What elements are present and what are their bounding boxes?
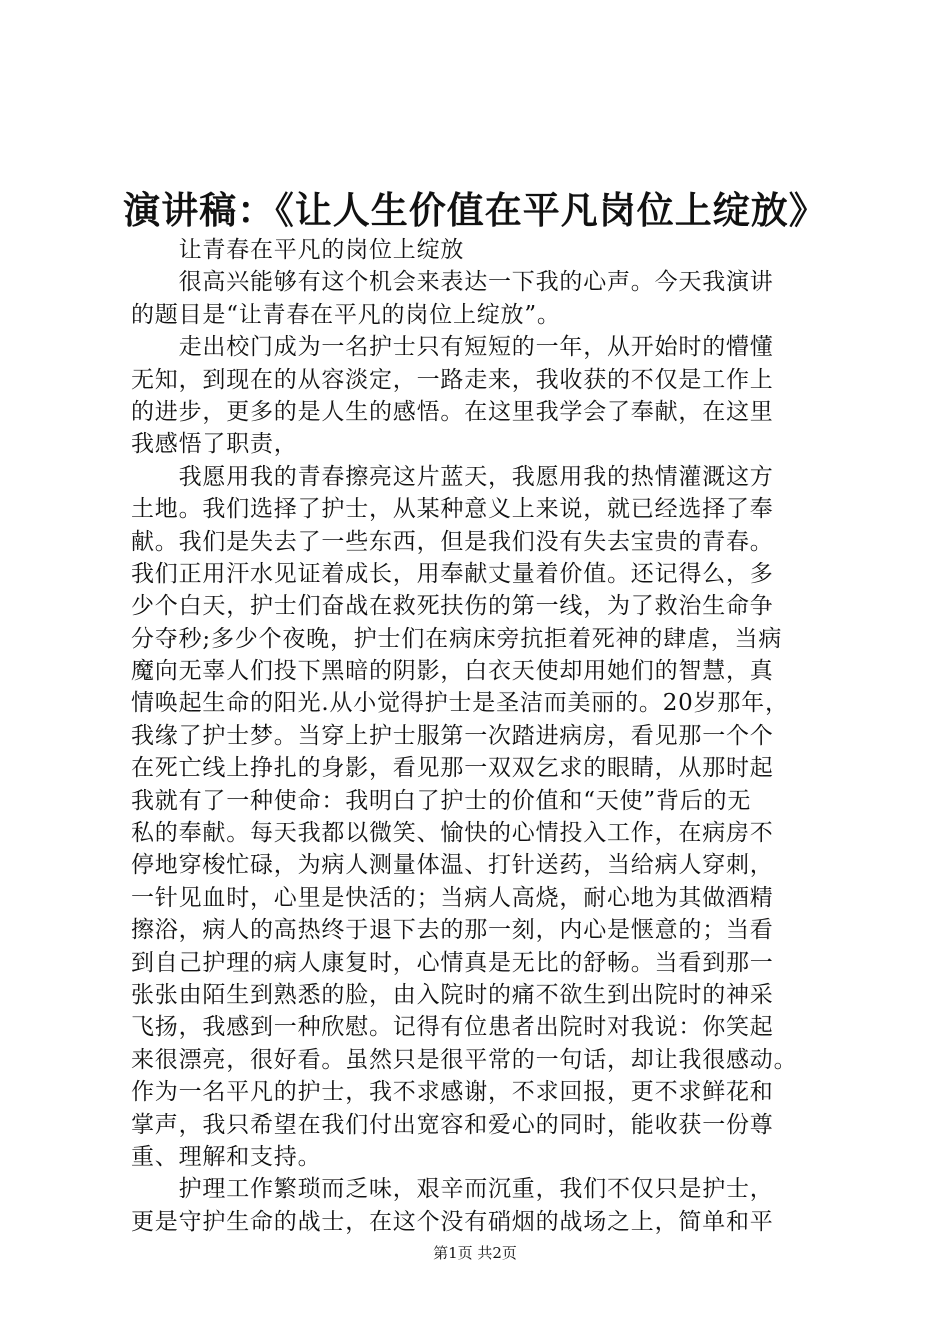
text-line: 更是守护生命的战士，在这个没有硝烟的战场之上，简单和平 (131, 1208, 774, 1235)
text-line: 来很漂亮，很好看。虽然只是很平常的一句话，却让我很感动。 (131, 1046, 798, 1073)
text-line: 我就有了一种使命：我明白了护士的价值和“天使”背后的无 (131, 787, 752, 814)
text-line: 让青春在平凡的岗位上绽放 (131, 237, 465, 263)
text-line: 重、理解和支持。 (131, 1143, 322, 1170)
text-line: 献。我们是失去了一些东西，但是我们没有失去宝贵的青春。 (131, 528, 774, 555)
text-line: 作为一名平凡的护士，我不求感谢，不求回报，更不求鲜花和 (131, 1079, 774, 1106)
text-line: 停地穿梭忙碌，为病人测量体温、打针送药，当给病人穿刺， (131, 852, 774, 879)
text-line: 我缘了护士梦。当穿上护士服第一次踏进病房，看见那一个个 (131, 722, 774, 749)
text-line: 私的奉献。每天我都以微笑、愉快的心情投入工作，在病房不 (131, 820, 774, 847)
text-line: 很高兴能够有这个机会来表达一下我的心声。今天我演讲 (131, 269, 774, 296)
text-line: 无知，到现在的从容淡定，一路走来，我收获的不仅是工作上 (131, 366, 774, 393)
text-line: 情唤起生命的阳光.从小觉得护士是圣洁而美丽的。20岁那年， (131, 690, 789, 717)
text-line: 我感悟了职责， (131, 431, 298, 458)
text-line: 魔向无辜人们投下黑暗的阴影，白衣天使却用她们的智慧，真 (131, 658, 774, 685)
page-footer: 第1页 共2页 (433, 1244, 517, 1262)
text-line: 飞扬，我感到一种欣慰。记得有位患者出院时对我说：你笑起 (131, 1014, 774, 1041)
document-body (131, 234, 831, 1238)
text-line: 的进步，更多的是人生的感悟。在这里我学会了奉献，在这里 (131, 398, 774, 425)
text-line: 在死亡线上挣扎的身影，看见那一双双乞求的眼睛，从那时起 (131, 755, 774, 782)
text-line: 土地。我们选择了护士，从某种意义上来说，就已经选择了奉 (131, 496, 774, 523)
text-line: 走出校门成为一名护士只有短短的一年，从开始时的懵懂 (131, 334, 774, 361)
text-line: 到自己护理的病人康复时，心情真是无比的舒畅。当看到那一 (131, 949, 774, 976)
text-line: 我们正用汗水见证着成长，用奉献丈量着价值。还记得么，多 (131, 560, 774, 587)
text-line: 护理工作繁琐而乏味，艰辛而沉重，我们不仅只是护士， (131, 1176, 774, 1203)
text-line: 擦浴，病人的高热终于退下去的那一刻，内心是惬意的；当看 (131, 917, 774, 944)
text-line: 少个白天，护士们奋战在救死扶伤的第一线，为了救治生命争 (131, 593, 774, 620)
text-line: 分夺秒;多少个夜晚，护士们在病床旁抗拒着死神的肆虐，当病 (131, 625, 783, 652)
text-line: 张张由陌生到熟悉的脸，由入院时的痛不欲生到出院时的神采 (131, 981, 774, 1008)
page-title: 演讲稿：《让人生价值在平凡岗位上绽放》 (123, 188, 827, 232)
text-line: 的题目是“让青春在平凡的岗位上绽放”。 (131, 301, 561, 328)
text-line: 一针见血时，心里是快活的；当病人高烧，耐心地为其做酒精 (131, 884, 774, 911)
text-line: 掌声，我只希望在我们付出宽容和爱心的同时，能收获一份尊 (131, 1111, 774, 1138)
text-line: 我愿用我的青春擦亮这片蓝天，我愿用我的热情灌溉这方 (131, 463, 774, 490)
